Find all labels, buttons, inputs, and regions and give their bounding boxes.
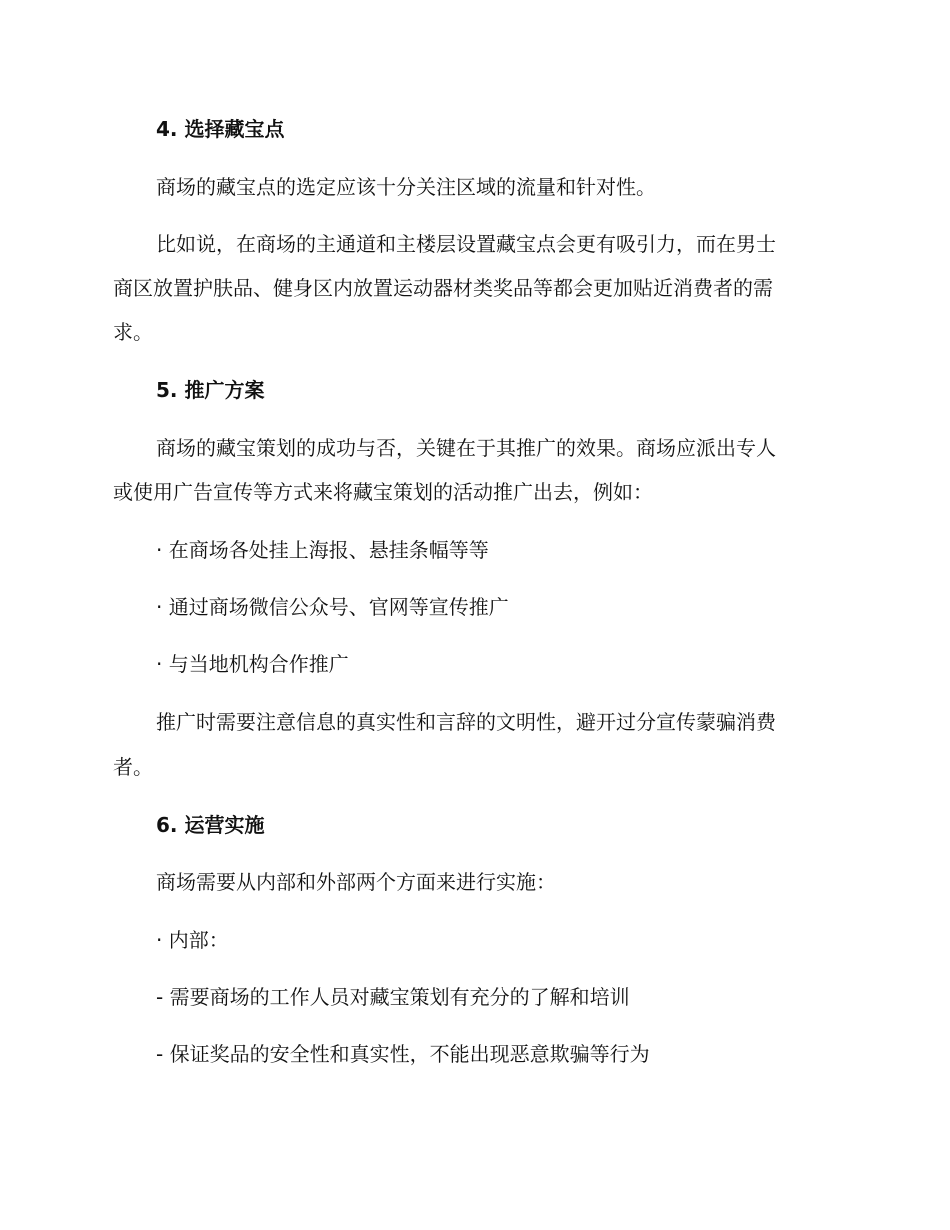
section-6-heading: 6. 运营实施 [156, 813, 265, 837]
list-item: · 与当地机构合作推广 [156, 652, 349, 676]
section-5-paragraph-1-line-2: 或使用广告宣传等方式来将藏宝策划的活动推广出去，例如： [113, 480, 653, 504]
section-4-paragraph-2-line-3: 求。 [113, 320, 153, 344]
section-5-paragraph-2-line-1: 推广时需要注意信息的真实性和言辞的文明性，避开过分宣传蒙骗消费 [156, 710, 776, 734]
list-item: - 需要商场的工作人员对藏宝策划有充分的了解和培训 [156, 985, 630, 1009]
section-4-paragraph-1: 商场的藏宝点的选定应该十分关注区域的流量和针对性。 [156, 175, 656, 199]
list-item: · 内部： [156, 928, 229, 952]
section-4-paragraph-2-line-2: 商区放置护肤品、健身区内放置运动器材类奖品等都会更加贴近消费者的需 [113, 276, 773, 300]
section-5-paragraph-1-line-1: 商场的藏宝策划的成功与否，关键在于其推广的效果。商场应派出专人 [156, 436, 776, 460]
section-6-paragraph-1: 商场需要从内部和外部两个方面来进行实施： [156, 870, 556, 894]
list-item: - 保证奖品的安全性和真实性，不能出现恶意欺骗等行为 [156, 1042, 650, 1066]
section-5-heading: 5. 推广方案 [156, 378, 265, 402]
section-4-paragraph-2-line-1: 比如说，在商场的主通道和主楼层设置藏宝点会更有吸引力，而在男士 [156, 232, 776, 256]
section-5-paragraph-2-line-2: 者。 [113, 755, 153, 779]
list-item: · 通过商场微信公众号、官网等宣传推广 [156, 595, 509, 619]
list-item: · 在商场各处挂上海报、悬挂条幅等等 [156, 538, 489, 562]
section-4-heading: 4. 选择藏宝点 [156, 117, 285, 141]
